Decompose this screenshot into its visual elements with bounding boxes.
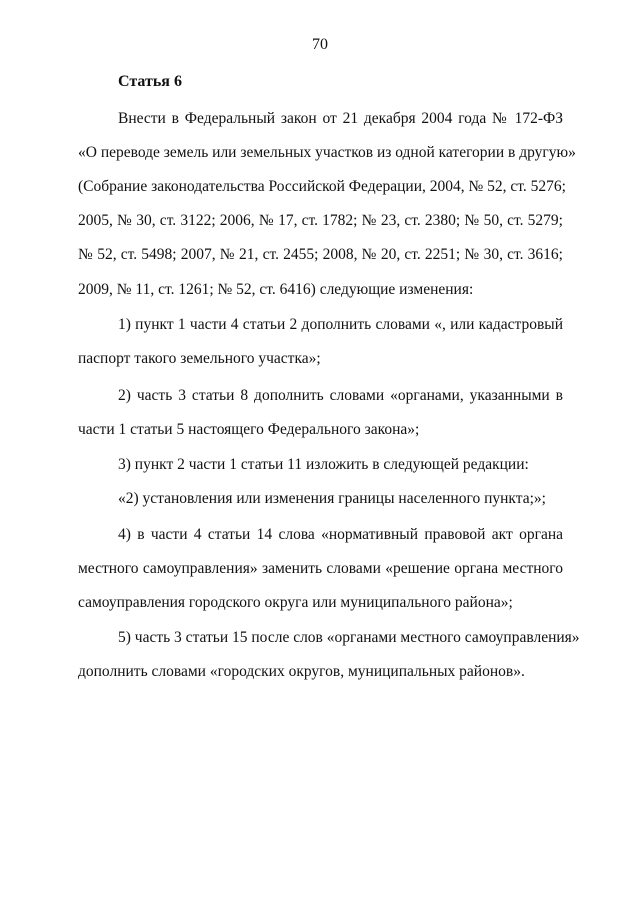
list-item-line: 4) в части 4 статьи 14 слова «нормативный правовой акт органа bbox=[118, 526, 563, 543]
list-item-line: 1) пункт 1 части 4 статьи 2 дополнить словами «, или кадастровый bbox=[118, 316, 563, 333]
list-item-line: дополнить словами «городских округов, муниципальных районов». bbox=[78, 663, 525, 680]
list-item-line: самоуправления городского округа или муниципального района»; bbox=[78, 594, 513, 611]
text-line: 2009, № 11, ст. 1261; № 52, ст. 6416) следующие изменения: bbox=[78, 281, 474, 298]
list-item-line: части 1 статьи 5 настоящего Федерального закона»; bbox=[78, 421, 420, 438]
list-item-line: 2) часть 3 статьи 8 дополнить словами «органами, указанными в bbox=[118, 387, 563, 404]
article-title: Статья 6 bbox=[118, 73, 182, 90]
list-item-line: 3) пункт 2 части 1 статьи 11 изложить в следующей редакции: bbox=[118, 456, 529, 473]
list-item-line: местного самоуправления» заменить словами «решение органа местного bbox=[78, 560, 563, 577]
page-number: 70 bbox=[312, 36, 328, 53]
text-line: 2005, № 30, ст. 3122; 2006, № 17, ст. 1782; № 23, ст. 2380; № 50, ст. 5279; bbox=[78, 212, 563, 229]
text-line: Внести в Федеральный закон от 21 декабря 2004 года № 172-ФЗ bbox=[118, 110, 563, 127]
text-line: «О переводе земель или земельных участков из одной категории в другую» bbox=[78, 144, 576, 161]
text-line: № 52, ст. 5498; 2007, № 21, ст. 2455; 2008, № 20, ст. 2251; № 30, ст. 3616; bbox=[78, 246, 563, 263]
text-line: (Собрание законодательства Российской Федерации, 2004, № 52, ст. 5276; bbox=[78, 178, 566, 195]
list-item-line: паспорт такого земельного участка»; bbox=[78, 350, 321, 367]
list-item-line: 5) часть 3 статьи 15 после слов «органами местного самоуправления» bbox=[118, 629, 580, 646]
quoted-text-line: «2) установления или изменения границы населенного пункта;»; bbox=[118, 490, 546, 507]
